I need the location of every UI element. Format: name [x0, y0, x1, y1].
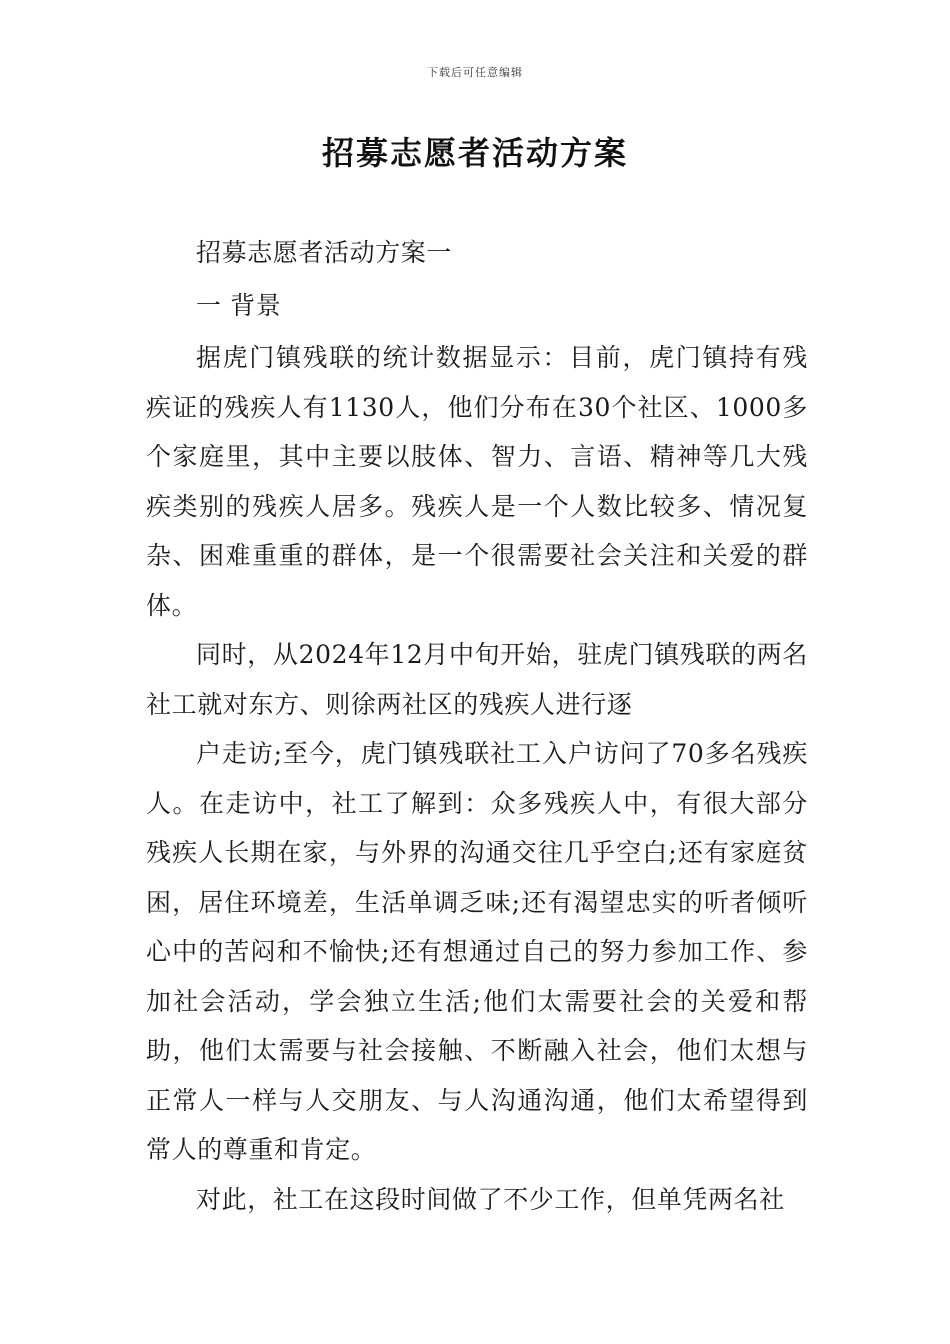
paragraph: 户走访;至今，虎门镇残联社工入户访问了70多名残疾人。在走访中，社工了解到：众多残疾人中，有很大部分残疾人长期在家，与外界的沟通交往几乎空白;还有家庭贫困，居住环境差，生活单调乏味;还有渴望忠实的听者倾听心中的苦闷和不愉快;还有想通过自己的努力参加工作、参加社会活动，学会独立生活;他们太需要社会的关爱和帮助，他们太需要与社会接触、不断融入社会，他们太想与正常人一样与人交朋友、与人沟通沟通，他们太希望得到常人的尊重和肯定。	[146, 739, 808, 1164]
section-heading: 一 背景	[196, 290, 282, 320]
document-body	[146, 228, 808, 1224]
plan-subtitle: 招募志愿者活动方案一	[196, 238, 453, 267]
paragraph: 同时，从2024年12月中旬开始，驻虎门镇残联的两名社工就对东方、则徐两社区的残疾人进行逐	[146, 640, 808, 719]
paragraph: 对此，社工在这段时间做了不少工作，但单凭两名社	[196, 1184, 785, 1214]
paragraph: 据虎门镇残联的统计数据显示：目前，虎门镇持有残疾证的残疾人有1130人，他们分布在30个社区、1000多个家庭里，其中主要以肢体、智力、言语、精神等几大残疾类别的残疾人居多。残疾人是一个人数比较多、情况复杂、困难重重的群体，是一个很需要社会关注和关爱的群体。	[146, 343, 808, 620]
header-note: 下载后可任意编辑	[427, 66, 523, 79]
document-title: 招募志愿者活动方案	[321, 134, 628, 172]
